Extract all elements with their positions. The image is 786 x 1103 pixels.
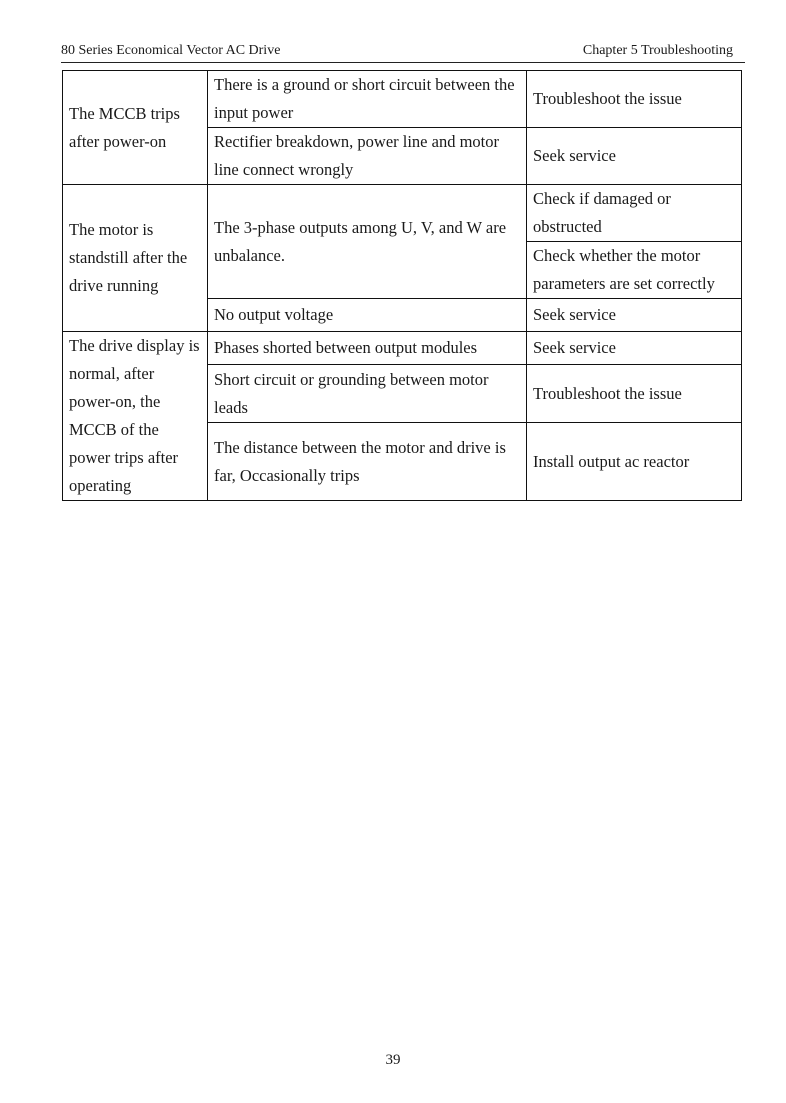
troubleshooting-table	[62, 70, 742, 501]
solution-cell: Seek service	[527, 128, 742, 185]
header-document-title: 80 Series Economical Vector AC Drive	[61, 43, 281, 58]
cause-cell: Short circuit or grounding between motor leads	[208, 365, 527, 423]
solution-cell: Check whether the motor parameters are set correctly	[527, 242, 742, 299]
solution-cell: Install output ac reactor	[527, 423, 742, 501]
fault-cell: The motor is standstill after the drive running	[63, 185, 208, 332]
table-row	[63, 332, 742, 365]
cause-cell: There is a ground or short circuit between the input power	[208, 71, 527, 128]
cause-cell: Rectifier breakdown, power line and motor line connect wrongly	[208, 128, 527, 185]
solution-cell: Troubleshoot the issue	[527, 365, 742, 423]
cause-cell: The 3-phase outputs among U, V, and W are unbalance.	[208, 185, 527, 299]
cause-cell: No output voltage	[208, 299, 527, 332]
solution-cell: Check if damaged or obstructed	[527, 185, 742, 242]
solution-cell: Troubleshoot the issue	[527, 71, 742, 128]
page-number: 39	[385, 1052, 401, 1068]
page-header	[61, 42, 745, 63]
cause-cell: The distance between the motor and drive is far, Occasionally trips	[208, 423, 527, 501]
solution-cell: Seek service	[527, 332, 742, 365]
header-chapter-title: Chapter 5 Troubleshooting	[582, 43, 733, 58]
fault-cell: The drive display is normal, after power-on, the MCCB of the power trips after operating	[63, 332, 208, 501]
table-row	[63, 185, 742, 242]
fault-cell: The MCCB trips after power-on	[63, 71, 208, 185]
cause-cell: Phases shorted between output modules	[208, 332, 527, 365]
solution-cell: Seek service	[527, 299, 742, 332]
table-row	[63, 71, 742, 128]
